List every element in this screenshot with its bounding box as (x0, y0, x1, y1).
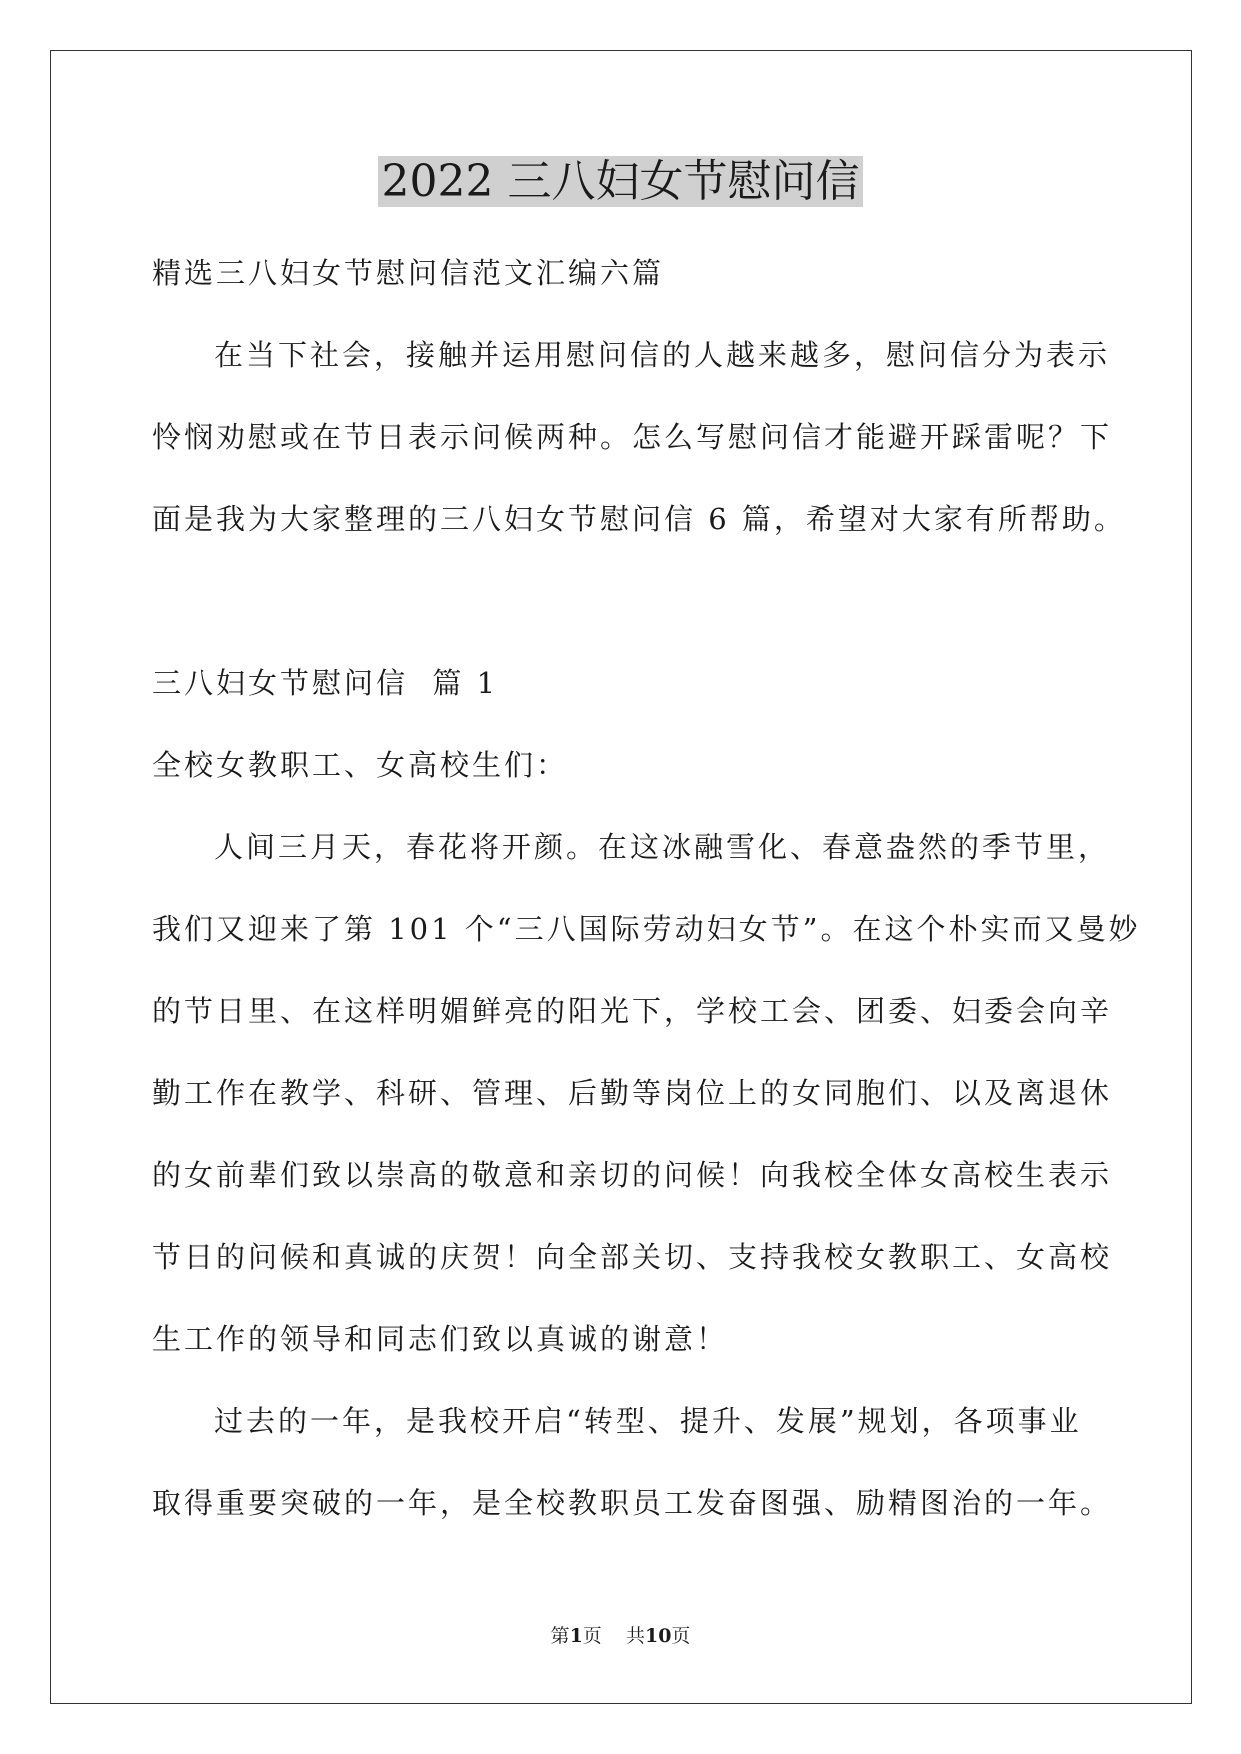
footer-middle: 页 共 (582, 1625, 645, 1647)
intro-paragraph (152, 314, 1126, 560)
document-title (0, 150, 1241, 214)
paragraph-line: 的节日里、在这样明媚鲜亮的阳光下，学校工会、团委、妇委会向辛 (152, 994, 1113, 1028)
paragraph-line: 我们又迎来了第 101 个“三八国际劳动妇女节”。在这个朴实而又曼妙 (152, 912, 1141, 946)
paragraph-line: 勤工作在教学、科研、管理、后勤等岗位上的女同胞们、以及离退休 (152, 1076, 1113, 1110)
paragraph-line: 面是我为大家整理的三八妇女节慰问信 6 篇，希望对大家有所帮助。 (152, 502, 1126, 536)
paragraph-line: 的女前辈们致以崇高的敬意和亲切的问候！向我校全体女高校生表示 (152, 1158, 1113, 1192)
paragraph-line: 怜悯劝慰或在节日表示问候两种。怎么写慰问信才能避开踩雷呢？下 (152, 420, 1113, 454)
footer-prefix: 第 (550, 1625, 570, 1647)
document-title-text: 2022 三八妇女节慰问信 (378, 156, 864, 207)
paragraph-line: 生工作的领导和同志们致以真诚的谢意！ (152, 1322, 729, 1356)
footer-suffix: 页 (671, 1625, 691, 1647)
paragraph-line: 节日的问候和真诚的庆贺！向全部关切、支持我校女教职工、女高校 (152, 1240, 1113, 1274)
salutation: 全校女教职工、女高校生们： (152, 748, 569, 782)
subtitle: 精选三八妇女节慰问信范文汇编六篇 (152, 256, 665, 290)
section-gap (152, 560, 1092, 642)
letter-paragraph-1 (152, 806, 1141, 1380)
paragraph-line: 取得重要突破的一年，是全校教职员工发奋图强、励精图治的一年。 (152, 1486, 1113, 1520)
letter-paragraph-2 (152, 1380, 1113, 1544)
page-footer (0, 1624, 1241, 1648)
document-body (152, 232, 1141, 1544)
section-heading: 三八妇女节慰问信 篇 1 (152, 666, 499, 700)
paragraph-line: 在当下社会，接触并运用慰问信的人越来越多，慰问信分为表示 (214, 338, 1111, 372)
current-page-number: 1 (569, 1625, 583, 1647)
paragraph-line: 过去的一年，是我校开启“转型、提升、发展”规划，各项事业 (214, 1404, 1082, 1438)
total-page-count: 10 (644, 1625, 672, 1647)
paragraph-line: 人间三月天，春花将开颜。在这冰融雪化、春意盎然的季节里， (214, 830, 1111, 864)
